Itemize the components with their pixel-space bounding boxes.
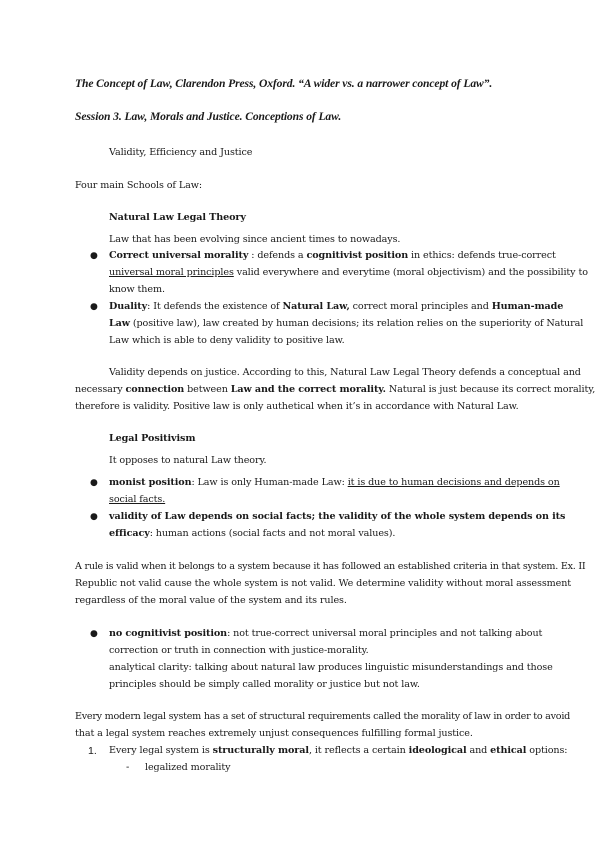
modern-para-line1: Every modern legal system has a set of structural requirements called the morality of law in order to avoid (75, 711, 571, 722)
positivism-heading: Legal Positivism (109, 433, 196, 444)
subtitle: Validity, Efficiency and Justice (109, 147, 253, 158)
noncog-line2: correction or truth in connection with justice-morality. (109, 645, 369, 656)
natural-law-para-line3: therefore is validity. Positive law is only authetical when it’s in accordance with Natural Law. (75, 401, 519, 412)
validity-para-line2: Republic not valid cause the whole system is not valid. We determine validity without moral assessment (75, 578, 572, 589)
positivism-bullet2-line1: validity of Law depends on social facts; the validity of the whole system depends on its (109, 511, 566, 522)
list-number: 1. (88, 745, 97, 757)
title-line: The Concept of Law, Clarendon Press, Oxford. “A wider vs. a narrower concept of Law”. (75, 77, 493, 90)
schools-intro: Four main Schools of Law: (75, 180, 202, 191)
natural-law-intro: Law that has been evolving since ancient times to nowadays. (109, 234, 401, 245)
natural-law-bullet2-line2: Law (positive law), law created by human decisions; its relation relies on the superiority of Natural (109, 318, 584, 329)
natural-law-bullet1-line1: Correct universal morality : defends a cognitivist position in ethics: defends true-correct (109, 250, 556, 261)
positivism-bullet1-line1: monist position: Law is only Human-made Law: it is due to human decisions and depends on (109, 477, 560, 488)
natural-law-para-line1: Validity depends on justice. According to this, Natural Law Legal Theory defends a conceptual and (109, 367, 581, 378)
positivism-bullet2-line2: efficacy: human actions (social facts and not moral values). (109, 528, 396, 539)
bullet-icon: ● (90, 251, 98, 261)
bullet-icon: ● (90, 302, 98, 312)
noncog-line4: principles should be simply called morality or justice but not law. (109, 679, 420, 690)
natural-law-bullet2-line1: Duality: It defends the existence of Natural Law, correct moral principles and Human-made (109, 301, 564, 312)
dash-marker: - (126, 762, 130, 773)
modern-para-line2: that a legal system reaches extremely unjust consequences fulfilling formal justice. (75, 728, 473, 739)
validity-para-line1: A rule is valid when it belongs to a system because it has followed an established criteria in that system. Ex. II (75, 561, 586, 572)
natural-law-para-line2: necessary connection between Law and the correct morality. Natural is just because its correct morality, (75, 384, 596, 395)
validity-para-line3: regardless of the moral value of the system and its rules. (75, 595, 347, 606)
natural-law-bullet2-line3: Law which is able to deny validity to positive law. (109, 335, 345, 346)
natural-law-bullet1-line3: know them. (109, 284, 165, 295)
bullet-icon: ● (90, 478, 98, 488)
positivism-intro: It opposes to natural Law theory. (109, 455, 267, 466)
positivism-bullet1-line2: social facts. (109, 494, 166, 505)
list-item-1: Every legal system is structurally moral, it reflects a certain ideological and ethical options: (109, 745, 568, 756)
noncog-line1: no cognitivist position: not true-correct universal moral principles and not talking about (109, 628, 543, 639)
natural-law-bullet1-line2: universal moral principles valid everywhere and everytime (moral objectivism) and the possibility to (109, 267, 588, 278)
bullet-icon: ● (90, 629, 98, 639)
natural-law-heading: Natural Law Legal Theory (109, 212, 246, 223)
bullet-icon: ● (90, 512, 98, 522)
list-subitem: legalized morality (145, 762, 231, 773)
noncog-line3: analytical clarity: talking about natural law produces linguistic misunderstandings and those (109, 662, 553, 673)
session-line: Session 3. Law, Morals and Justice. Conceptions of Law. (75, 110, 342, 123)
